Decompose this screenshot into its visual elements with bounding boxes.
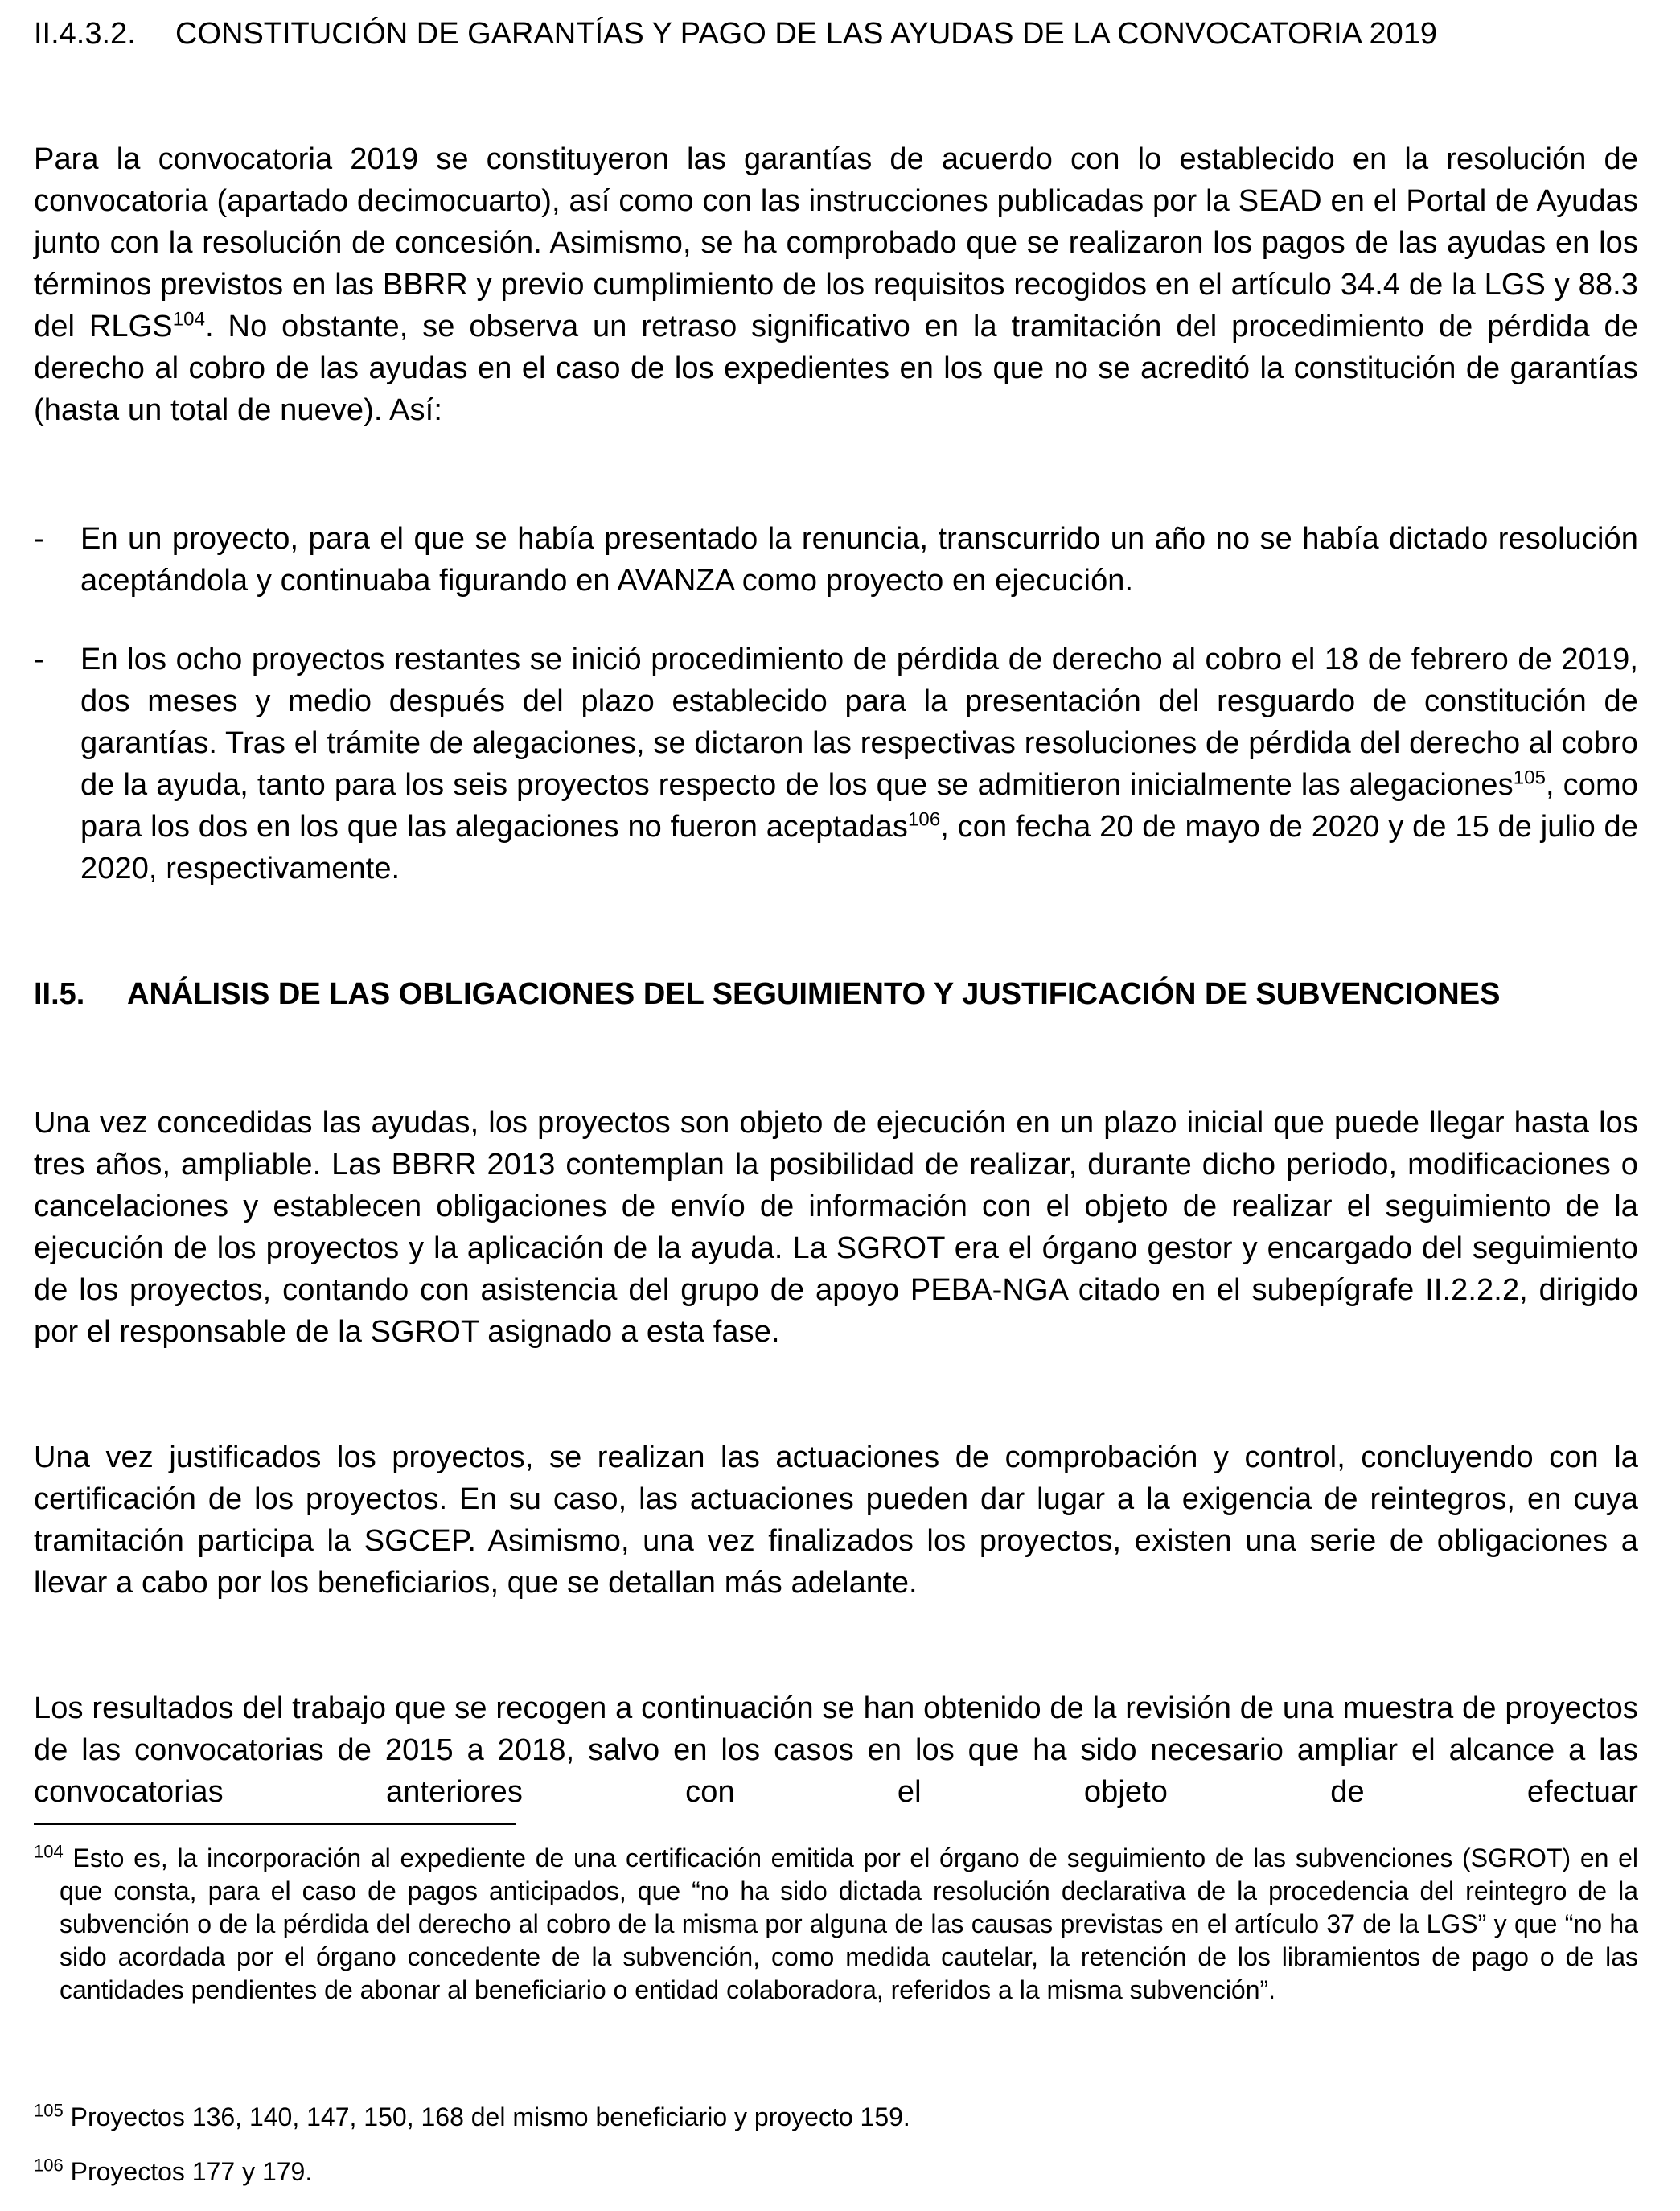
paragraph-seguimiento: Una vez concedidas las ayudas, los proyectos son objeto de ejecución en un plazo inicial que puede llegar hasta los tres años, ampliable. Las BBRR 2013 contemplan la posibilidad de realizar, durante dicho periodo, modificaciones o cancelaciones y establecen obligaciones de envío de información con el objeto de realizar el seguimiento de la ejecución de los proyectos y la aplicación de la ayuda. La SGROT era el órgano gestor y encargado del seguimiento de los proyectos, contando con asistencia del grupo de apoyo PEBA-NGA citado en el subepígrafe II.2.2.2, dirigido por el responsable de la SGROT asignado a esta fase.	[34, 1106, 1638, 1349]
footnote-ref-106[interactable]: 106	[907, 808, 941, 831]
section-heading-ii-5	[34, 975, 1638, 1013]
section-title: ANÁLISIS DE LAS OBLIGACIONES DEL SEGUIMIENTO Y JUSTIFICACIÓN DE SUBVENCIONES	[127, 977, 1501, 1011]
paragraph-intro-text-a: Para la convocatoria 2019 se constituyeron las garantías de acuerdo con lo establecido en la resolución de convocatoria (apartado decimocuarto), así como con las instrucciones publicadas por la SEAD en el Portal de Ayudas junto con la resolución de concesión. Asimismo, se ha comprobado que se realizaron los pagos de las ayudas en los términos previstos en las BBRR y previo cumplimiento de los requisitos recogidos en el artículo 34.4 de la LGS y 88.3 del RLGS	[34, 142, 1638, 343]
footnote-ref-104[interactable]: 104	[172, 308, 206, 331]
paragraph-intro-text-b: . No obstante, se observa un retraso significativo en la tramitación del procedimiento de pérdida de derecho al cobro de las ayudas en el caso de los expedientes en los que no se acreditó la constitución de garantías (hasta un total de nueve). Así:	[34, 310, 1638, 427]
footnote-text: Proyectos 136, 140, 147, 150, 168 del mismo beneficiario y proyecto 159.	[70, 2102, 910, 2131]
list-item-text	[80, 639, 1638, 890]
section-number: II.4.3.2.	[34, 17, 136, 51]
list-item-text: En un proyecto, para el que se había presentado la renuncia, transcurrido un año no se había dictado resolución aceptándola y continuaba figurando en AVANZA como proyecto en ejecución.	[80, 522, 1638, 598]
footnote-104	[34, 1842, 1638, 2007]
paragraph-intro	[34, 138, 1638, 431]
list-item-text-c: , con fecha 20 de mayo de 2020 y de 15 de julio de 2020, respectivamente.	[80, 810, 1638, 886]
section-title: CONSTITUCIÓN DE GARANTÍAS Y PAGO DE LAS AYUDAS DE LA CONVOCATORIA 2019	[175, 17, 1438, 51]
bullet-dash: -	[34, 522, 44, 556]
list-item-text-b: , como para los dos en los que las alegaciones no fueron aceptadas	[80, 768, 1638, 844]
footnote-divider	[34, 1823, 516, 1825]
footnote-number: 105	[34, 2100, 64, 2121]
footnote-text: Proyectos 177 y 179.	[70, 2157, 313, 2186]
footnote-number: 106	[34, 2155, 64, 2176]
section-number: II.5.	[34, 977, 85, 1011]
list-item	[34, 639, 1638, 890]
footnote-ref-105[interactable]: 105	[1513, 766, 1547, 789]
footnote-number: 104	[34, 1841, 64, 1862]
paragraph-justificacion: Una vez justificados los proyectos, se realizan las actuaciones de comprobación y control, concluyendo con la certificación de los proyectos. En su caso, las actuaciones pueden dar lugar a la exigencia de reintegros, en cuya tramitación participa la SGCEP. Asimismo, una vez finalizados los proyectos, existen una serie de obligaciones a llevar a cabo por los beneficiarios, que se detallan más adelante.	[34, 1440, 1638, 1600]
paragraph-resultados: Los resultados del trabajo que se recogen a continuación se han obtenido de la revisión de una muestra de proyectos de las convocatorias de 2015 a 2018, salvo en los casos en los que ha sido necesario ampliar el alcance a las convocatorias anteriores con el objeto de efectuar	[34, 1691, 1638, 1809]
list-item	[34, 518, 1638, 602]
footnote-text: Esto es, la incorporación al expediente de una certificación emitida por el órgano de seguimiento de las subvenciones (SGROT) en el que consta, para el caso de pagos anticipados, que “no ha sido dictada resolución declarativa de la procedencia del reintegro de la subvención o de la pérdida del derecho al cobro de la misma por alguna de las causas previstas en el artículo 37 de la LGS” y que “no ha sido acordada por el órgano concedente de la subvención, como medida cautelar, la retención de los libramientos de pago o de las cantidades pendientes de abonar al beneficiario o entidad colaboradora, referidos a la misma subvención”.	[60, 1843, 1639, 2004]
footnote-106	[34, 2156, 1638, 2188]
section-heading-ii-4-3-2	[34, 14, 1638, 53]
footnote-105	[34, 2101, 1638, 2134]
list-item-text-a: En los ocho proyectos restantes se inició procedimiento de pérdida de derecho al cobro el 18 de febrero de 2019, dos meses y medio después del plazo establecido para la presentación del resguardo de constitución de garantías. Tras el trámite de alegaciones, se dictaron las respectivas resoluciones de pérdida del derecho al cobro de la ayuda, tanto para los seis proyectos respecto de los que se admitieron inicialmente las alegaciones	[80, 643, 1638, 802]
bullet-dash: -	[34, 643, 44, 676]
